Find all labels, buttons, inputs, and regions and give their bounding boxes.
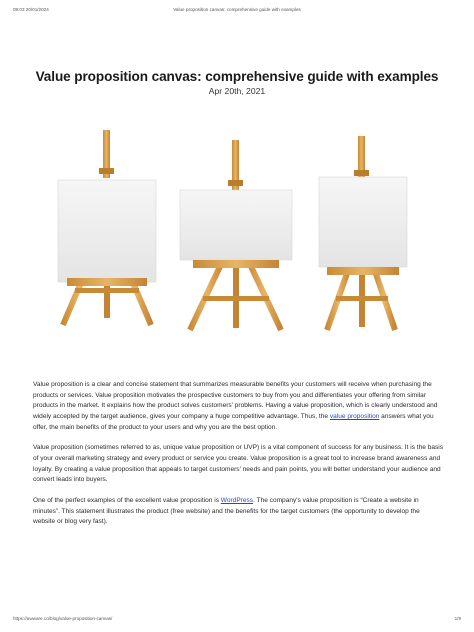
wordpress-link[interactable]: WordPress xyxy=(220,496,254,504)
article-title: Value proposition canvas: comprehensive guide with examples xyxy=(35,69,439,85)
paragraph-1-text-a: Value proposition is a clear and concise statement that summarizes measurable benefits your customers will receive when purchasing the products or services. Value proposition motivates the prospective customers to buy from you and differentiates your offering from similar products in the market. It explains how the product solves customers' problems. Having a value proposition, which is clearly understood and widely accepted by the target audience, gives your company a huge competitive advantage. Thus, the xyxy=(33,381,438,421)
paragraph-3-text-b: . The company's value proposition is “Create a website in minutes”. This statement illustrates the product (free website) and the benefits for the target customers (the opportunity to develop the website or blog very fast). xyxy=(33,496,420,526)
easel-left xyxy=(58,130,156,325)
paragraph-1 xyxy=(33,380,443,434)
print-footer xyxy=(0,616,474,623)
print-page-title: Value proposition canvas: comprehensive guide with examples xyxy=(173,7,301,12)
article-body xyxy=(33,380,443,538)
easels-illustration xyxy=(45,130,430,340)
paragraph-2: Value proposition (sometimes referred to as, unique value proposition or UVP) is a vital component of success for any business. It is the basis of your overall marketing strategy and every product or service you create. Value proposition is a great tool to increase brand awareness and loyalty. By creating a value proposition that appeals to target customers' needs and pain points, you will better understand your audience and convert leads into buyers. xyxy=(33,444,443,484)
paragraph-3 xyxy=(33,496,443,528)
easel-right xyxy=(319,136,407,330)
print-page-number: 1/9 xyxy=(454,616,461,621)
article-date: Apr 20th, 2021 xyxy=(208,86,266,96)
print-url: https://awware.co/blog/value-proposition-canvas/ xyxy=(13,616,113,621)
easel-middle xyxy=(180,140,292,330)
paragraph-3-text-a: One of the perfect examples of the excellent value proposition is xyxy=(33,496,221,504)
print-header xyxy=(0,7,474,14)
paragraph-1-text-b: answers what you offer, the main benefits of the product to your users and why you are the best option. xyxy=(33,413,434,431)
print-datetime: 09:03 20/01/2024 xyxy=(13,7,49,12)
value-proposition-link[interactable]: value proposition xyxy=(329,413,380,421)
